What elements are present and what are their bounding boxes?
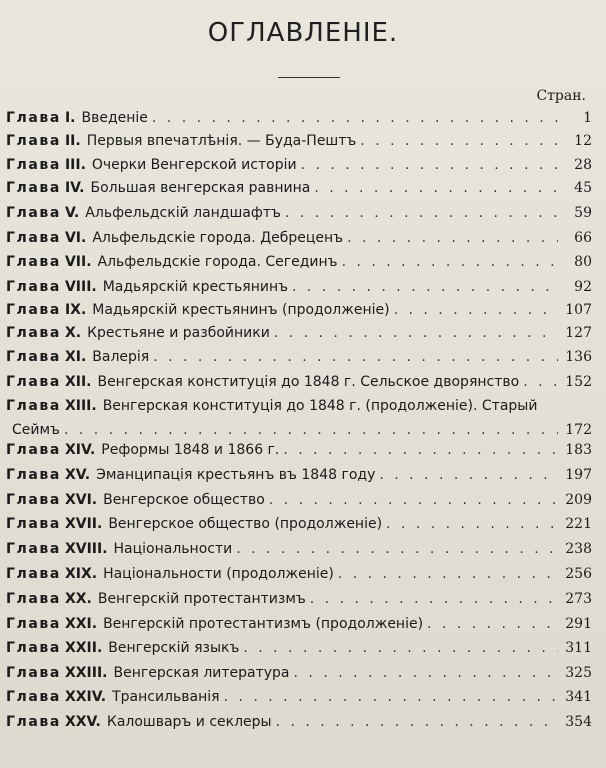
page-number: 311 [565,640,592,656]
chapter-title: Введеніе [81,110,148,126]
dot-leader [243,638,558,658]
toc-entry [6,108,592,128]
toc-entry [6,564,592,584]
page-number: 291 [565,616,592,632]
chapter-label: Глава [6,665,61,681]
chapter-label: Глава [6,325,61,341]
chapter-title: Мадьярскій крестьянинъ [102,279,288,295]
dot-leader [523,372,558,392]
page-title: ОГЛАВЛЕНІЕ. [207,18,399,48]
chapter-label: Глава [6,374,61,390]
toc-entry [6,465,592,485]
dot-leader [292,277,558,297]
chapter-number: XVIII. [64,541,108,557]
page-number: 136 [565,349,592,365]
page-number: 12 [574,133,592,149]
page-number: 152 [565,374,592,390]
chapter-title: Калошваръ и секлеры [106,714,272,730]
page-number: 127 [565,325,592,341]
toc-entry [6,638,592,658]
chapter-title: Національности [113,541,233,557]
toc-entry [6,228,592,248]
page-number: 92 [574,279,592,295]
chapter-title: Очерки Венгерской исторіи [91,157,297,173]
chapter-title: Венгерское общество (продолженіе) [108,516,383,532]
chapter-title: Валерія [92,349,150,365]
chapter-title: Венгерскій языкъ [108,640,240,656]
dot-leader [283,440,558,460]
chapter-number: XXV. [64,714,101,730]
toc-entry [6,663,592,683]
chapter-title: Большая венгерская равнина [90,180,311,196]
chapter-label: Глава [6,398,61,414]
chapter-number: XX. [64,591,92,607]
dot-leader [236,539,558,559]
chapter-number: XIV. [64,442,96,458]
dot-leader [427,614,558,634]
chapter-number: XXII. [64,640,103,656]
chapter-label: Глава [6,230,61,246]
page-number: 238 [565,541,592,557]
chapter-number: X. [64,325,82,341]
toc-entry [6,277,592,297]
page-number: 66 [574,230,592,246]
toc-entry [6,323,592,343]
toc-entry [6,347,592,367]
dot-leader [285,203,558,223]
chapter-number: VIII. [64,279,97,295]
page-number: 45 [574,180,592,196]
page-number: 59 [574,205,592,221]
page-number: 221 [565,516,592,532]
dot-leader [347,228,558,248]
chapter-title: Венгерская конституція до 1848 г. (продолженіе). Старый [102,398,538,414]
chapter-title: Венгерскій протестантизмъ [97,591,306,607]
dot-leader [269,490,558,510]
chapter-label: Глава [6,133,61,149]
chapter-label: Глава [6,302,61,318]
chapter-number: IV. [64,180,85,196]
chapter-title: Альфельдскіе города. Сегединъ [97,254,338,270]
chapter-number: XII. [64,374,92,390]
chapter-title: Венгерскій протестантизмъ (продолженіе) [103,616,424,632]
chapter-label: Глава [6,442,61,458]
chapter-number: IX. [64,302,87,318]
dot-leader [338,564,558,584]
chapter-title: Мадьярскій крестьянинъ (продолженіе) [92,302,390,318]
chapter-label: Глава [6,467,61,483]
toc-entry [6,514,592,534]
chapter-title: Трансильванія [112,689,220,705]
toc-entry [6,712,592,732]
chapter-number: XV. [64,467,91,483]
chapter-label: Глава [6,616,61,632]
toc-entry [6,300,592,320]
chapter-title: Первыя впечатлѣнія. — Буда-Пештъ [86,133,357,149]
toc-entry [6,155,592,175]
dot-leader [394,300,558,320]
chapter-label: Глава [6,205,61,221]
toc-entry [6,490,592,510]
chapter-label: Глава [6,157,61,173]
page-number: 273 [565,591,592,607]
chapter-label: Глава [6,180,61,196]
page-number: 183 [565,442,592,458]
dot-leader [314,178,558,198]
dot-leader [360,131,558,151]
chapter-label: Глава [6,254,61,270]
chapter-title: Венгерское общество [103,492,265,508]
dot-leader [276,712,558,732]
chapter-label: Глава [6,566,61,582]
chapter-label: Глава [6,492,61,508]
dot-leader [301,155,558,175]
page-number: 107 [565,302,592,318]
toc-entry [6,178,592,198]
chapter-title: Крестьяне и разбойники [87,325,270,341]
chapter-label: Глава [6,349,61,365]
chapter-number: III. [64,157,86,173]
chapter-label: Глава [6,714,61,730]
page-number: 28 [574,157,592,173]
page-number: 256 [565,566,592,582]
toc-entry [6,203,592,223]
toc-entry [6,589,592,609]
toc-entry [6,687,592,707]
chapter-title: Національности (продолженіе) [103,566,334,582]
dot-leader [342,252,558,272]
page-number: 1 [583,110,592,126]
chapter-label: Глава [6,591,61,607]
chapter-number: XXIV. [64,689,107,705]
chapter-number: II. [64,133,81,149]
toc-entry [6,252,592,272]
title-rule [278,77,340,78]
chapter-number: V. [64,205,80,221]
dot-leader [153,347,558,367]
chapter-label: Глава [6,541,61,557]
chapter-title: Реформы 1848 и 1866 г. [101,442,280,458]
chapter-number: XXIII. [64,665,108,681]
page-number: 209 [565,492,592,508]
chapter-title: Венгерская конституція до 1848 г. Сельское дворянство [97,374,520,390]
chapter-number: XVII. [64,516,103,532]
chapter-number: XXI. [64,616,98,632]
chapter-number: I. [64,110,76,126]
page-number: 354 [565,714,592,730]
chapter-number: XIX. [64,566,98,582]
toc-entry [6,372,592,392]
chapter-label: Глава [6,110,61,126]
dot-leader [294,663,558,683]
chapter-number: VI. [64,230,87,246]
page-number: 80 [574,254,592,270]
dot-leader [274,323,558,343]
chapter-number: VII. [64,254,92,270]
dot-leader [379,465,558,485]
chapter-title: Альфельдскій ландшафтъ [85,205,281,221]
page-number: 341 [565,689,592,705]
dot-leader [310,589,558,609]
chapter-label: Глава [6,689,61,705]
dot-leader [224,687,558,707]
dot-leader [152,108,558,128]
toc-entry [6,614,592,634]
chapter-number: XVI. [64,492,98,508]
chapter-label: Глава [6,640,61,656]
chapter-title: Эманципація крестьянъ въ 1848 году [96,467,376,483]
toc-entry [6,440,592,460]
page-column-label: Стран. [536,88,586,104]
page-number: 172 [565,422,592,438]
page-number: 197 [565,467,592,483]
toc-entry [6,396,592,440]
toc-entry [6,539,592,559]
page-number: 325 [565,665,592,681]
chapter-label: Глава [6,279,61,295]
toc-entry [6,131,592,151]
chapter-number: XIII. [64,398,97,414]
chapter-title-continued: Сеймъ [12,422,60,438]
chapter-title: Альфельдскіе города. Дебреценъ [92,230,344,246]
chapter-title: Венгерская литература [113,665,290,681]
chapter-label: Глава [6,516,61,532]
dot-leader [64,420,558,440]
chapter-number: XI. [64,349,87,365]
dot-leader [386,514,558,534]
